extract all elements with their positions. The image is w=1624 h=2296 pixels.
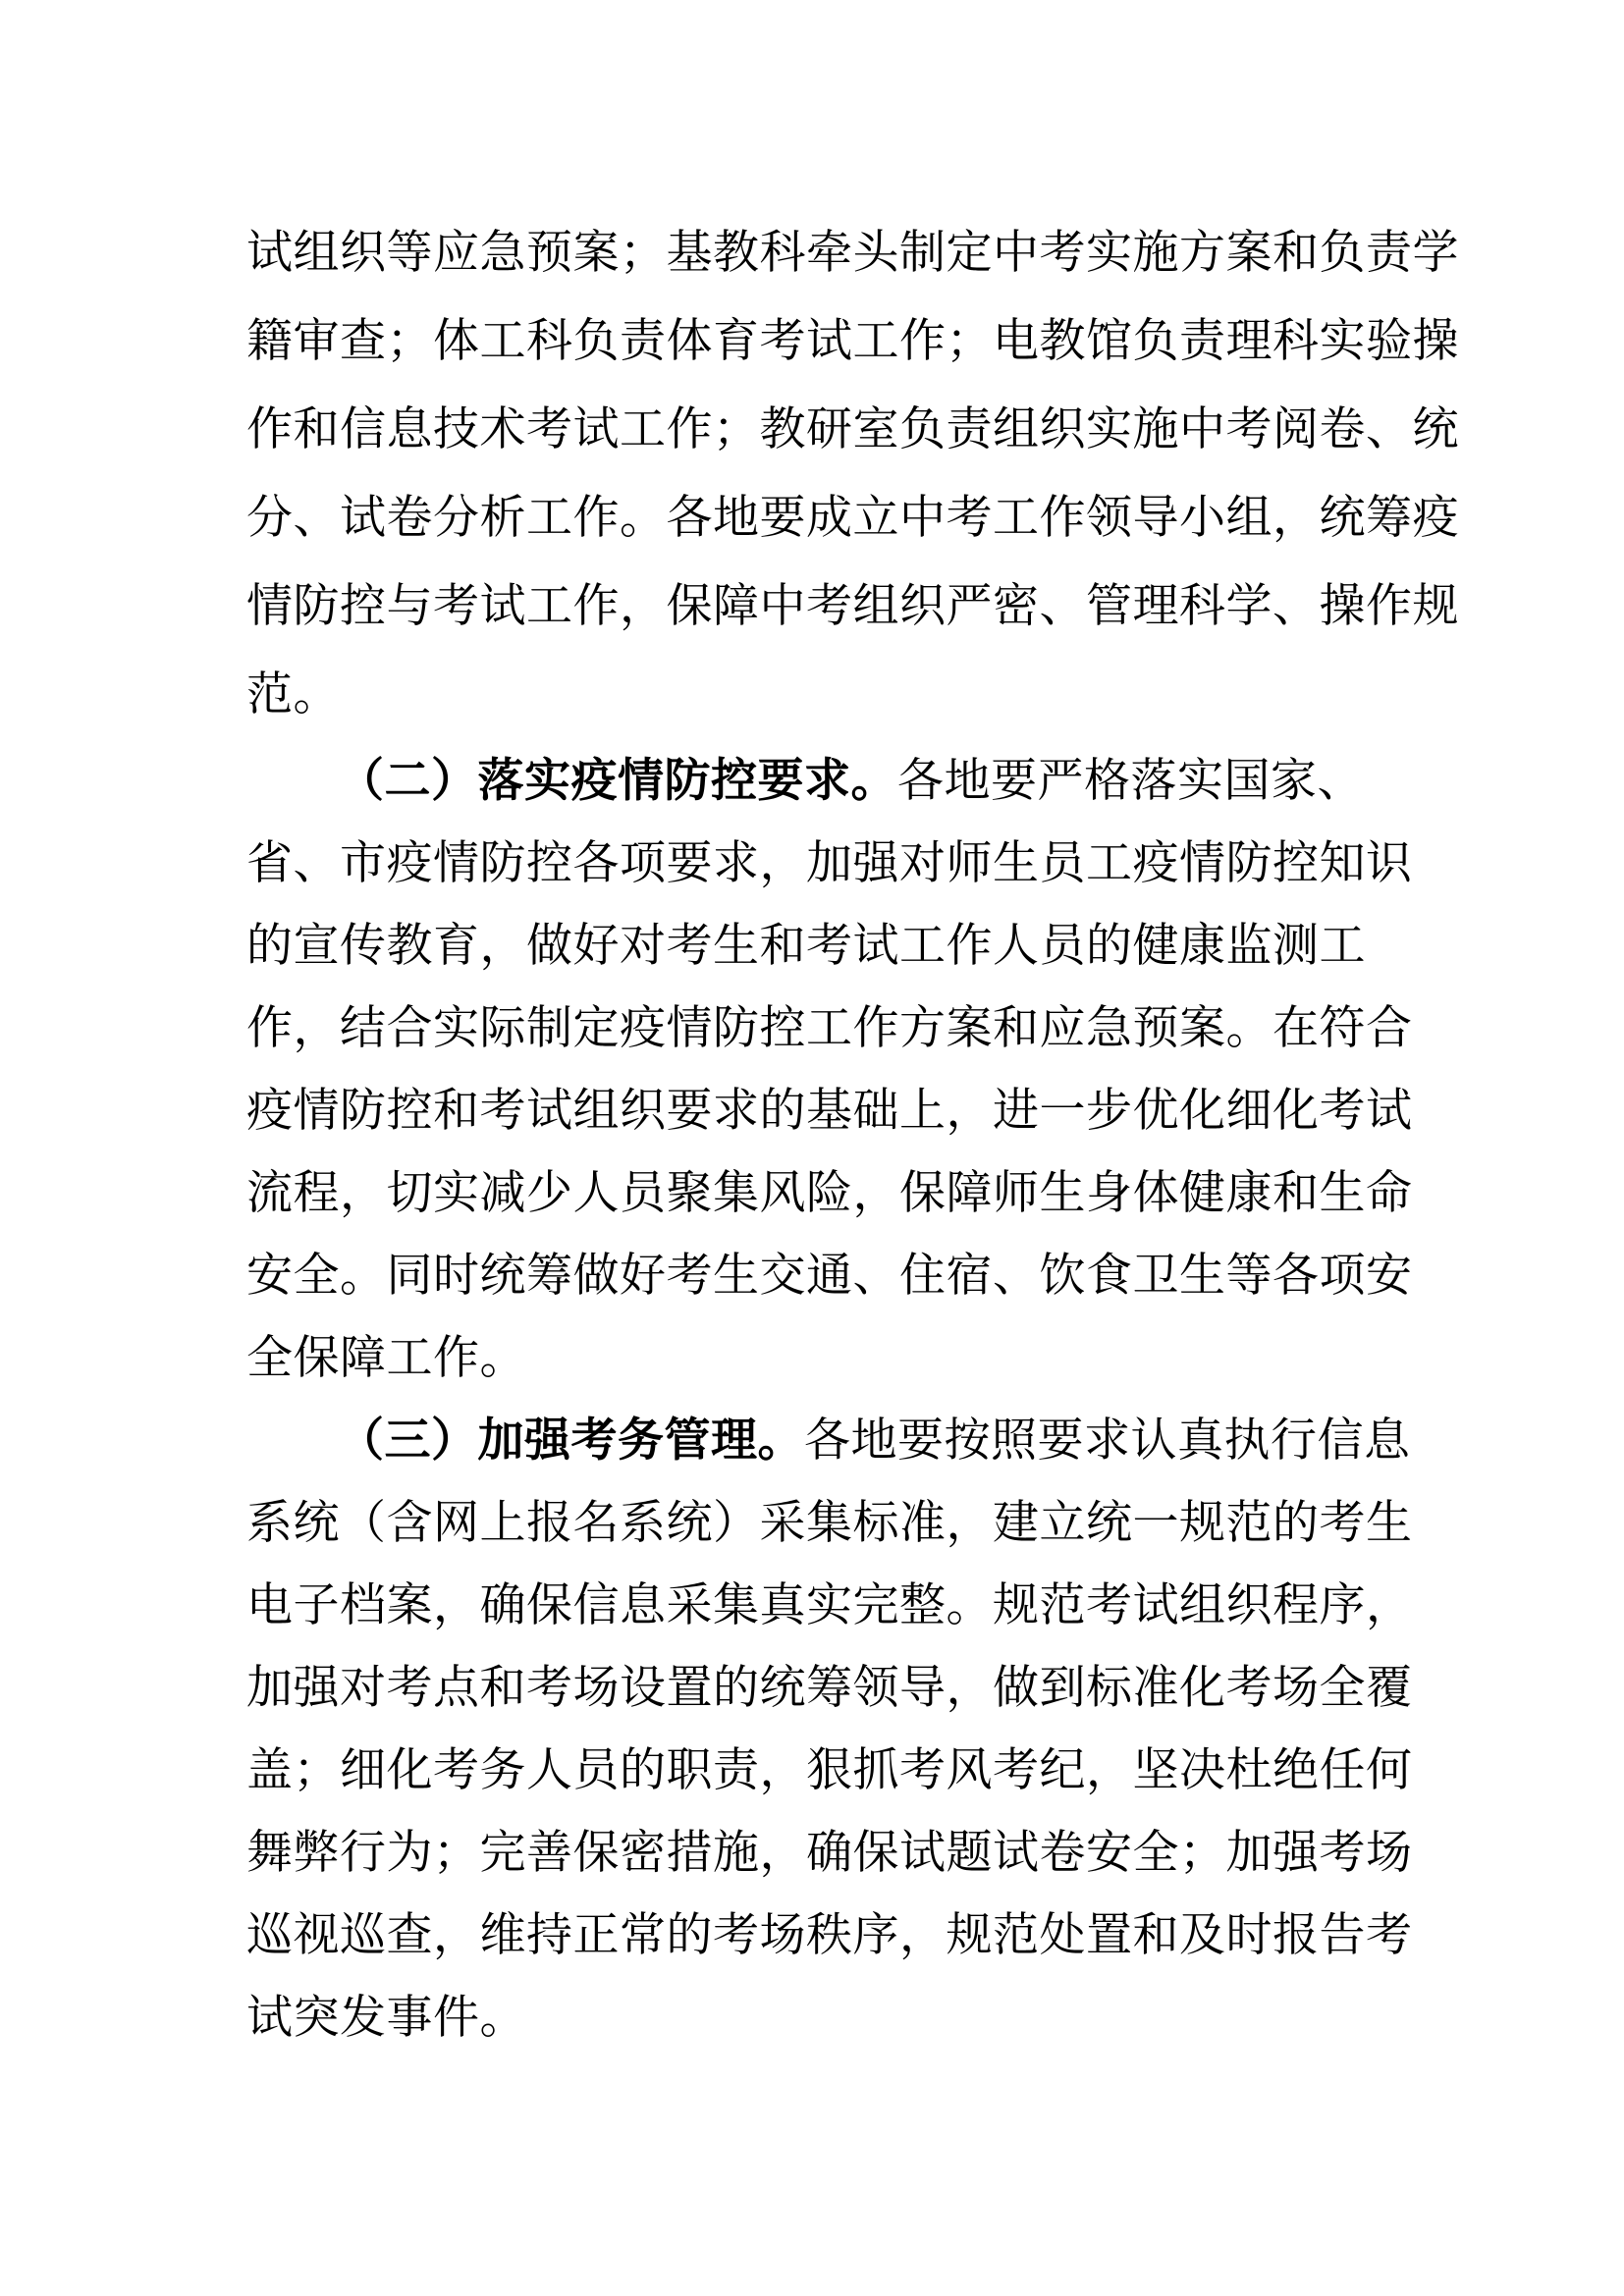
paragraph-1-line-4: 分、试卷分析工作。各地要成立中考工作领导小组，统筹疫 — [246, 491, 1459, 545]
paragraph-1-line-3: 作和信息技术考试工作；教研室负责组织实施中考阅卷、统 — [246, 402, 1459, 456]
paragraph-3-line-7: 试突发事件。 — [246, 1991, 526, 2045]
paragraph-2-line-4: 疫情防控和考试组织要求的基础上，进一步优化细化考试 — [246, 1084, 1413, 1138]
paragraph-2-line-7: 全保障工作。 — [246, 1331, 526, 1385]
paragraph-2-line-2: 的宣传教育，做好对考生和考试工作人员的健康监测工 — [246, 919, 1366, 973]
paragraph-3-line-4: 盖；细化考务人员的职责，狠抓考风考纪，坚决杜绝任何 — [246, 1743, 1413, 1797]
paragraph-2-line-1: 省、市疫情防控各项要求，加强对师生员工疫情防控知识 — [246, 836, 1413, 890]
paragraph-1-line-2: 籍审查；体工科负责体育考试工作；电教馆负责理科实验操 — [246, 314, 1459, 368]
section-heading-3: （三）加强考务管理。 — [338, 1414, 804, 1468]
section-heading-2: （二）落实疫情防控要求。 — [338, 754, 897, 808]
paragraph-3-first-line-text: 各地要按照要求认真执行信息 — [804, 1414, 1411, 1468]
paragraph-3-line-3: 加强对考点和考场设置的统筹领导，做到标准化考场全覆 — [246, 1661, 1413, 1715]
paragraph-3-line-1: 系统（含网上报名系统）采集标准，建立统一规范的考生 — [246, 1496, 1413, 1550]
paragraph-2-first-line — [338, 752, 1364, 811]
paragraph-3-line-5: 舞弊行为；完善保密措施，确保试题试卷安全；加强考场 — [246, 1826, 1413, 1880]
paragraph-1-line-6: 范。 — [246, 667, 340, 721]
paragraph-3-line-2: 电子档案，确保信息采集真实完整。规范考试组织程序， — [246, 1578, 1413, 1632]
paragraph-3-first-line — [338, 1412, 1411, 1470]
paragraph-3-line-6: 巡视巡查，维持正常的考场秩序，规范处置和及时报告考 — [246, 1908, 1413, 1962]
paragraph-2-line-3: 作，结合实际制定疫情防控工作方案和应急预案。在符合 — [246, 1001, 1413, 1055]
paragraph-2-line-6: 安全。同时统筹做好考生交通、住宿、饮食卫生等各项安 — [246, 1249, 1413, 1303]
paragraph-1-line-5: 情防控与考试工作，保障中考组织严密、管理科学、操作规 — [246, 579, 1459, 633]
paragraph-2-line-5: 流程，切实减少人员聚集风险，保障师生身体健康和生命 — [246, 1166, 1413, 1220]
paragraph-1-line-1: 试组织等应急预案；基教科牵头制定中考实施方案和负责学 — [246, 226, 1459, 280]
paragraph-2-first-line-text: 各地要严格落实国家、 — [897, 754, 1364, 808]
